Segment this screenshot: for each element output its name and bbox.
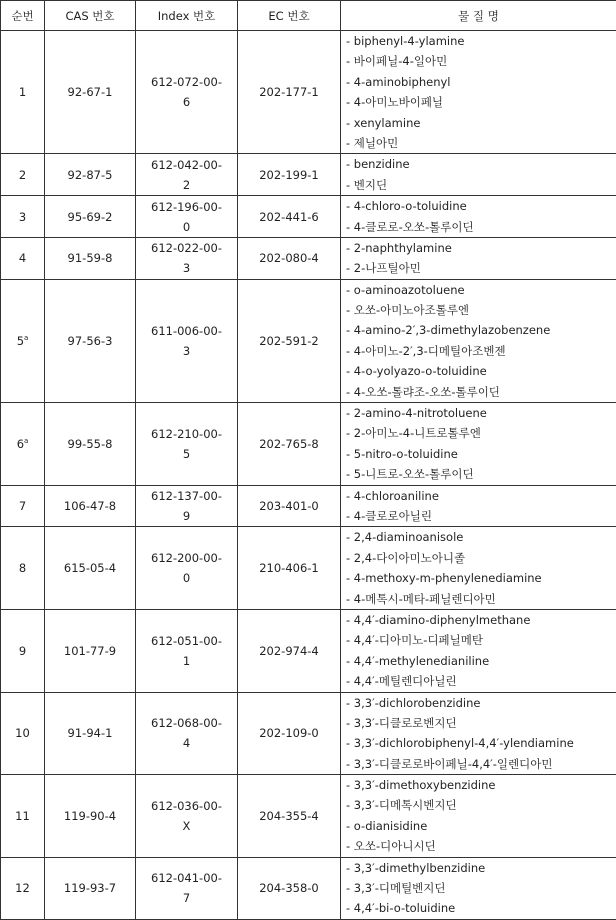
substance-name: - 4-o-yolyazo-o-toluidine (341, 361, 616, 381)
row-number: 12 (15, 881, 30, 895)
table-row (1, 609, 616, 692)
cas-number: 97-56-3 (45, 279, 136, 402)
substance-name: - 4,4′-methylenedianiline (341, 651, 616, 671)
substance-name: - 2-amino-4-nitrotoluene (341, 403, 616, 423)
ec-number: 202-765-8 (238, 403, 341, 486)
substance-name: - 3,3′-디클로로벤지딘 (341, 713, 616, 733)
index-number-part2: 0 (136, 217, 237, 237)
index-number-part1: 612-042-00- (136, 155, 237, 175)
index-number-cell (136, 485, 238, 527)
cas-number: 119-90-4 (45, 775, 136, 858)
substance-name: - 4-chloro-o-toluidine (341, 196, 616, 216)
ec-number: 202-591-2 (238, 279, 341, 402)
substance-name: - benzidine (341, 154, 616, 174)
table-row (1, 237, 616, 279)
index-number-part2: 7 (136, 888, 237, 908)
substance-name: - 5-니트로-오쏘-톨루이딘 (341, 464, 616, 484)
cas-number: 92-67-1 (45, 31, 136, 154)
index-number-cell (136, 154, 238, 196)
index-number-part2: 3 (136, 258, 237, 278)
index-number-part1: 612-041-00- (136, 868, 237, 888)
row-footnote-mark: a (24, 334, 28, 342)
cas-number: 92-87-5 (45, 154, 136, 196)
row-number-cell (1, 857, 45, 919)
substance-names-cell (341, 403, 616, 486)
ec-number: 204-358-0 (238, 857, 341, 919)
substance-name: - 4,4′-diamino-diphenylmethane (341, 610, 616, 630)
row-number-cell (1, 775, 45, 858)
header-no: 순번 (1, 1, 45, 31)
index-number-part1: 612-196-00- (136, 197, 237, 217)
table-row (1, 154, 616, 196)
row-number-cell (1, 485, 45, 527)
index-number-part1: 612-072-00- (136, 72, 237, 92)
cas-number: 95-69-2 (45, 196, 136, 238)
cas-number: 101-77-9 (45, 609, 136, 692)
row-number: 5 (17, 334, 24, 348)
row-number-cell (1, 609, 45, 692)
index-number-cell (136, 31, 238, 154)
substance-name: - 2,4-diaminoanisole (341, 527, 616, 547)
substance-name: - 오쏘-아미노아조톨루엔 (341, 300, 616, 320)
substance-name: - 4-aminobiphenyl (341, 72, 616, 92)
substance-name: - 4-메톡시-메타-페닐렌디아민 (341, 589, 616, 609)
substance-names-cell (341, 857, 616, 919)
substance-name: - 3,3′-디메톡시벤지딘 (341, 795, 616, 815)
table-row (1, 31, 616, 154)
index-number-part1: 612-022-00- (136, 238, 237, 258)
index-number-part2: 6 (136, 92, 237, 112)
substance-name: - 5-nitro-o-toluidine (341, 444, 616, 464)
index-number-cell (136, 775, 238, 858)
index-number-cell (136, 196, 238, 238)
substance-name: - 4-오쏘-톨랴조-오쏘-톨루이딘 (341, 382, 616, 402)
index-number-cell (136, 403, 238, 486)
table-row (1, 196, 616, 238)
substance-names-cell (341, 775, 616, 858)
substance-name: - 3,3′-dichlorobiphenyl-4,4′-ylendiamine (341, 733, 616, 753)
index-number-cell (136, 692, 238, 775)
table-row (1, 527, 616, 610)
index-number-part2: 5 (136, 444, 237, 464)
cas-number: 91-59-8 (45, 237, 136, 279)
row-number-cell (1, 527, 45, 610)
table-row (1, 692, 616, 775)
row-number: 8 (19, 561, 26, 575)
table-row (1, 279, 616, 402)
substance-name: - xenylamine (341, 113, 616, 133)
row-number-cell (1, 403, 45, 486)
ec-number: 202-177-1 (238, 31, 341, 154)
row-number: 2 (19, 168, 26, 182)
table-row (1, 775, 616, 858)
header-cas: CAS 번호 (45, 1, 136, 31)
substance-name: - 3,3′-디클로로바이페닐-4,4′-일렌디아민 (341, 754, 616, 774)
row-number-cell (1, 237, 45, 279)
substance-name: - 제닐아민 (341, 133, 616, 153)
index-number-part2: 0 (136, 568, 237, 588)
row-number: 7 (19, 499, 26, 513)
substance-names-cell (341, 609, 616, 692)
row-number: 6 (17, 437, 24, 451)
substance-name: - 3,3′-dichlorobenzidine (341, 693, 616, 713)
substance-name: - 2-아미노-4-니트로톨루엔 (341, 423, 616, 443)
index-number-part2: 4 (136, 733, 237, 753)
ec-number: 202-109-0 (238, 692, 341, 775)
substance-name: - o-dianisidine (341, 816, 616, 836)
substance-name: - o-aminoazotoluene (341, 280, 616, 300)
index-number-part2: 9 (136, 506, 237, 526)
index-number-cell (136, 527, 238, 610)
ec-number: 202-080-4 (238, 237, 341, 279)
table-row (1, 403, 616, 486)
substance-name: - 4-클로로-오쏘-톨루이딘 (341, 217, 616, 237)
row-number-cell (1, 154, 45, 196)
substance-names-cell (341, 485, 616, 527)
row-number-cell (1, 692, 45, 775)
substance-name: - 2-naphthylamine (341, 238, 616, 258)
cas-number: 91-94-1 (45, 692, 136, 775)
ec-number: 202-199-1 (238, 154, 341, 196)
row-number: 10 (15, 726, 30, 740)
ec-number: 204-355-4 (238, 775, 341, 858)
index-number-cell (136, 857, 238, 919)
row-number-cell (1, 279, 45, 402)
row-number: 9 (19, 644, 26, 658)
index-number-part1: 612-137-00- (136, 486, 237, 506)
substance-name: - 4,4′-디아미노-디페닐메탄 (341, 630, 616, 650)
cas-number: 119-93-7 (45, 857, 136, 919)
index-number-cell (136, 279, 238, 402)
substance-name: - 4-methoxy-m-phenylenediamine (341, 568, 616, 588)
header-row (1, 1, 616, 31)
table-body (1, 31, 616, 920)
substance-name: - 벤지딘 (341, 175, 616, 195)
cas-number: 106-47-8 (45, 485, 136, 527)
row-footnote-mark: a (24, 437, 28, 445)
row-number-cell (1, 31, 45, 154)
substance-name: - 2,4-다이아미노아니졸 (341, 548, 616, 568)
substance-names-cell (341, 692, 616, 775)
table-row (1, 857, 616, 919)
substance-names-cell (341, 154, 616, 196)
substance-name: - 4-아미노-2′,3-디메틸아조벤젠 (341, 341, 616, 361)
index-number-part1: 612-051-00- (136, 631, 237, 651)
index-number-part1: 611-006-00- (136, 321, 237, 341)
index-number-part1: 612-210-00- (136, 424, 237, 444)
ec-number: 202-974-4 (238, 609, 341, 692)
ec-number: 202-441-6 (238, 196, 341, 238)
substance-name: - 4-아미노바이페닐 (341, 92, 616, 112)
table-row (1, 485, 616, 527)
substance-name: - 4,4′-메틸렌디아닐린 (341, 671, 616, 691)
substance-names-cell (341, 31, 616, 154)
index-number-part2: 1 (136, 651, 237, 671)
substance-name: - 3,3′-dimethylbenzidine (341, 858, 616, 878)
cas-number: 615-05-4 (45, 527, 136, 610)
substance-name: - biphenyl-4-ylamine (341, 31, 616, 51)
substance-names-cell (341, 279, 616, 402)
cas-number: 99-55-8 (45, 403, 136, 486)
substance-names-cell (341, 527, 616, 610)
substance-name: - 4-chloroaniline (341, 486, 616, 506)
substance-name: - 바이페닐-4-일아민 (341, 51, 616, 71)
header-index: Index 번호 (136, 1, 238, 31)
header-name: 물 질 명 (341, 1, 616, 31)
ec-number: 203-401-0 (238, 485, 341, 527)
substance-names-cell (341, 237, 616, 279)
index-number-part2: 2 (136, 175, 237, 195)
row-number: 3 (19, 210, 26, 224)
substance-name: - 3,3′-디메틸벤지딘 (341, 878, 616, 898)
row-number-cell (1, 196, 45, 238)
index-number-cell (136, 237, 238, 279)
header-ec: EC 번호 (238, 1, 341, 31)
index-number-part2: X (136, 816, 237, 836)
row-number: 11 (15, 809, 30, 823)
substance-name: - 4-클로로아닐린 (341, 506, 616, 526)
index-number-part1: 612-068-00- (136, 713, 237, 733)
row-number: 4 (19, 251, 26, 265)
row-number: 1 (19, 85, 26, 99)
index-number-part1: 612-200-00- (136, 548, 237, 568)
index-number-part1: 612-036-00- (136, 796, 237, 816)
substance-name: - 4-amino-2′,3-dimethylazobenzene (341, 320, 616, 340)
substance-name: - 오쏘-디아니시딘 (341, 836, 616, 856)
substance-name: - 4,4′-bi-o-toluidine (341, 898, 616, 918)
ec-number: 210-406-1 (238, 527, 341, 610)
index-number-part2: 3 (136, 341, 237, 361)
index-number-cell (136, 609, 238, 692)
substance-name: - 3,3′-dimethoxybenzidine (341, 775, 616, 795)
substance-name: - 2-나프틸아민 (341, 258, 616, 278)
substance-names-cell (341, 196, 616, 238)
